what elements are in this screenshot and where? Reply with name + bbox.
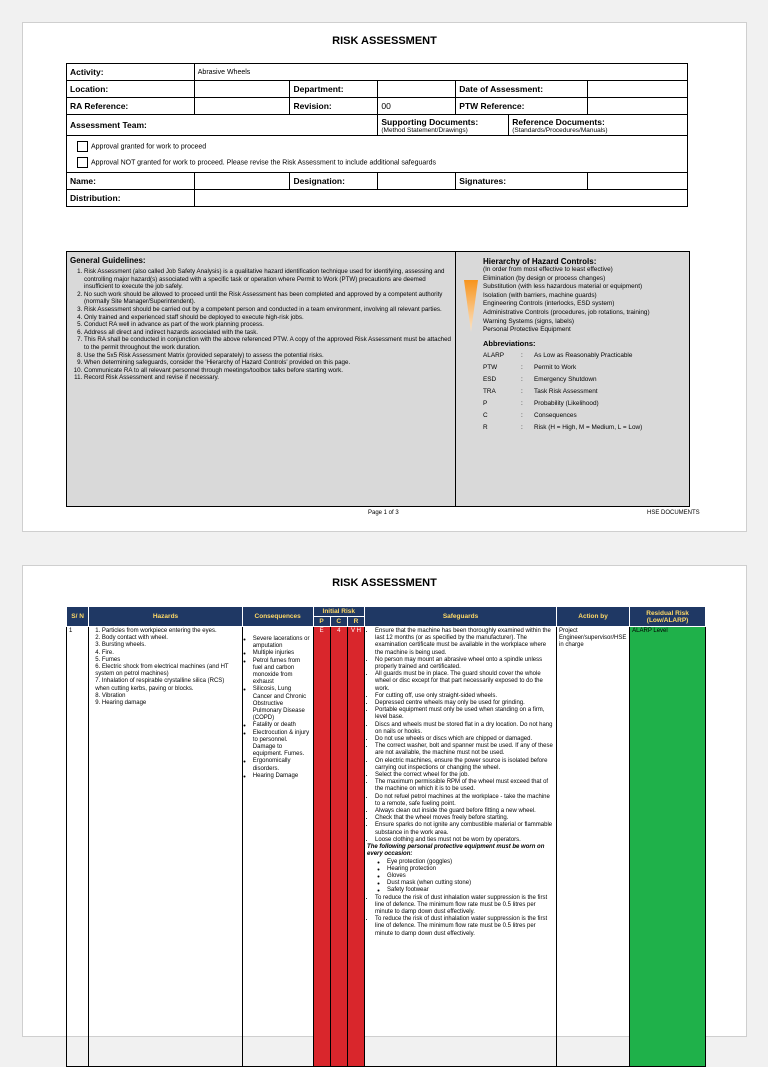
date-label: Date of Assessment: [456, 81, 588, 98]
abbreviation-value: Probability (Likelihood) [534, 399, 599, 407]
safeguard-item: • Check that the wheel moves freely before starting. [375, 815, 554, 822]
ptw-label: PTW Reference: [456, 98, 588, 115]
header-c: C [330, 617, 347, 627]
designation-label: Designation: [290, 173, 378, 190]
hierarchy-item: Engineering Controls (interlocks, ESD system) [483, 300, 615, 308]
hazard-item: 1. Particles from workpiece entering the eyes. [95, 628, 217, 634]
hierarchy-item: Administrative Controls (procedures, job rotations, training) [483, 308, 650, 316]
hierarchy-item: Elimination (by design or process changes) [483, 274, 606, 282]
abbreviation-row [483, 374, 688, 386]
consequence-item: ◦ Multiple injuries [253, 650, 311, 657]
header-r: R [347, 617, 364, 627]
hierarchy-section [460, 252, 688, 506]
guideline-item: 10. Communicate RA to all relevant personnel through meetings/toolbox talks before starting work. [84, 367, 455, 375]
abbreviation-row [483, 362, 688, 374]
ppe-item: ◦ Hearing protection [387, 866, 554, 873]
consequence-item: ◦ Severe lacerations or amputation [253, 636, 311, 650]
consequence-item: ◦ Fatality or death [253, 722, 311, 729]
page-number: Page 1 of 3 [368, 510, 399, 516]
supporting-label: Supporting Documents: [381, 116, 479, 127]
page-2 [22, 565, 747, 1037]
safeguard-item: • Discs and wheels must be stored flat in a dry location. Do not hang on nails or hooks. [375, 722, 554, 736]
abbreviation-colon: : [521, 399, 523, 407]
header-residual: Residual Risk (Low/ALARP) [630, 607, 706, 627]
guideline-item: 7. This RA shall be conducted in conjunction with the above referenced PTW. A copy of the approved Risk Assessment must be attached to the permit throughout the work duration. [84, 336, 455, 351]
distribution-value[interactable] [194, 190, 687, 207]
abbreviation-key: ALARP [483, 351, 504, 359]
hierarchy-list [483, 266, 688, 335]
abbreviation-colon: : [521, 351, 523, 359]
abbreviation-key: P [483, 399, 488, 407]
activity-value[interactable]: Abrasive Wheels [194, 64, 687, 81]
risk-p: E [313, 627, 330, 1067]
guideline-item: 9. When determining safeguards, consider the 'Hierarchy of Hazard Controls' provided on this page. [84, 359, 455, 367]
safeguard-item: • Loose clothing and ties must not be worn by operators. [375, 837, 554, 844]
consequence-item: ◦ Electrocution & injury to personnel. Damage to equipment. Fumes. [253, 730, 311, 759]
abbreviation-row [483, 350, 688, 362]
name-value[interactable] [194, 173, 290, 190]
hierarchy-arrow-icon [464, 280, 478, 332]
ppe-item: ◦ Eye protection (goggles) [387, 859, 554, 866]
risk-table [66, 606, 706, 1067]
row-consequences [242, 627, 313, 1067]
general-guidelines [67, 252, 456, 506]
date-value[interactable] [588, 81, 688, 98]
guideline-item: 6. Address all direct and indirect hazards associated with the task. [84, 329, 455, 337]
guideline-item: 8. Use the 5x5 Risk Assessment Matrix (provided separately) to assess the potential risks. [84, 352, 455, 360]
hazard-item: 3. Bursting wheels. [95, 642, 146, 649]
abbreviation-colon: : [521, 387, 523, 395]
risk-r: V H [347, 627, 364, 1067]
hierarchy-item: (In order from most effective to least effective) [483, 266, 613, 273]
row-action-by: Project Engineer/supervisor/HSE in charge [557, 627, 630, 1067]
header-p: P [313, 617, 330, 627]
guideline-item: 2. No such work should be allowed to proceed until the Risk Assessment has been completed and approved by a competent authority (normally Site Manager/Superintendent). [84, 291, 455, 306]
distribution-label: Distribution: [67, 190, 195, 207]
row-residual: ALARP Level [630, 627, 706, 1067]
department-label: Department: [290, 81, 378, 98]
reference-sub: (Standards/Procedures/Manuals) [512, 126, 608, 134]
row-sn: 1 [67, 627, 89, 1067]
hazard-item: 8. Vibration [95, 692, 126, 699]
page-2-title: RISK ASSESSMENT [332, 577, 437, 589]
hierarchy-item: Isolation (with barriers, machine guards) [483, 291, 597, 299]
abbreviation-value: Emergency Shutdown [534, 375, 597, 383]
header-action-by: Action by [557, 607, 630, 627]
guidelines-panel [66, 251, 690, 507]
row-hazards [89, 627, 243, 1067]
footer-hse: HSE DOCUMENTS [647, 510, 700, 516]
hierarchy-title: Hierarchy of Hazard Controls: [483, 257, 597, 266]
abbreviation-row [483, 386, 688, 398]
safeguard-item: • Portable equipment must only be used when standing on a firm, level base. [375, 707, 554, 721]
hazard-item: 6. Electric shock from electrical machines (and HT system on petrol machines) [95, 664, 229, 678]
hierarchy-item: Warning Systems (signs, labels) [483, 317, 575, 325]
ppe-item: ◦ Gloves [387, 873, 554, 880]
hazard-item: 2. Body contact with wheel. [95, 635, 168, 642]
abbreviation-colon: : [521, 423, 523, 431]
row-safeguards [365, 627, 557, 1067]
department-value[interactable] [378, 81, 456, 98]
hazard-item: 5. Fumes [95, 656, 121, 663]
safeguard-item: • No person may mount an abrasive wheel onto a spindle unless properly trained and certificated. [375, 657, 554, 671]
abbreviation-value: As Low as Reasonably Practicable [534, 351, 633, 359]
approval-cell [67, 136, 688, 173]
hazard-item: 4. Fire. [95, 649, 114, 656]
safeguard-item: • The maximum permissible RPM of the wheel must exceed that of the machine on which it is to be used. [375, 779, 554, 793]
abbreviation-key: ESD [483, 375, 497, 383]
name-label: Name: [67, 173, 195, 190]
signatures-label: Signatures: [456, 173, 588, 190]
table-row [67, 627, 706, 1067]
abbreviation-value: Permit to Work [534, 363, 577, 371]
page-1 [22, 22, 747, 532]
ra-ref-label: RA Reference: [67, 98, 195, 115]
abbreviation-key: TRA [483, 387, 496, 395]
guidelines-list [67, 268, 455, 382]
header-consequences: Consequences [242, 607, 313, 627]
abbreviation-key: R [483, 423, 488, 431]
activity-label: Activity: [67, 64, 195, 81]
abbreviation-colon: : [521, 411, 523, 419]
reference-docs [509, 115, 688, 136]
header-safeguards: Safeguards [365, 607, 557, 627]
ra-header-table [66, 63, 688, 207]
safeguard-item: • To reduce the risk of dust inhalation water suppression is the first line of defence. The minimum flow rate must be 0.5 litres per minute to damp down dust effectively. [375, 895, 554, 917]
supporting-docs [378, 115, 509, 136]
ppe-item: ◦ Safety footwear [387, 887, 554, 894]
approval-not-granted-checkbox[interactable] [77, 157, 88, 168]
risk-c: 4 [330, 627, 347, 1067]
signatures-value[interactable] [588, 173, 688, 190]
safeguard-item: • All guards must be in place. The guard should cover the whole wheel or disc except for that part necessarily exposed to do the work. [375, 671, 554, 693]
guideline-item: 3. Risk Assessment should be carried out by a competent person and conducted in a team environment, involving all relevant parties. [84, 306, 455, 314]
safeguard-item: • Ensure sparks do not ignite any combustible material or flammable substance in the work area. [375, 822, 554, 836]
location-value[interactable] [194, 81, 290, 98]
page-title: RISK ASSESSMENT [332, 35, 437, 47]
hazard-item: 7. Inhalation of respirable crystalline silica (RCS) when cutting kerbs, paving or blocks. [95, 678, 225, 692]
abbreviation-value: Consequences [534, 411, 577, 419]
safeguard-item: • Ensure that the machine has been thoroughly examined within the last 12 months (or as specified by the manufacturer). The examination certificate must be available in the workplace where the machine is being used. [375, 628, 554, 657]
consequence-item: ◦ Silicosis, Lung Cancer and Chronic Obstructive Pulmonary Disease (COPD) [253, 686, 311, 722]
approval-granted-label: Approval granted for work to proceed [91, 142, 207, 150]
guideline-item: 11. Record Risk Assessment and revise if necessary. [84, 374, 455, 382]
location-label: Location: [67, 81, 195, 98]
guideline-item: 1. Risk Assessment (also called Job Safety Analysis) is a qualitative hazard identification technique used for identifying, assessing and controlling major hazard(s) associated with a specific task or operation where Permit to Work (PTW) precautions are deemed insufficient to execute the job safely. [84, 268, 455, 291]
safeguard-item: • For cutting off, use only straight-sided wheels. [375, 693, 554, 700]
revision-value[interactable]: 00 [378, 98, 456, 115]
consequence-item: ◦ Hearing Damage [253, 773, 311, 780]
abbreviation-colon: : [521, 375, 523, 383]
consequence-item: ◦ Petrol fumes from fuel and carbon monoxide from exhaust [253, 658, 311, 687]
safeguard-item: • To reduce the risk of dust inhalation water suppression is the first line of defence. The minimum flow rate must be 0.5 litres per minute to damp down dust effectively. [375, 916, 554, 938]
abbreviation-key: PTW [483, 363, 498, 371]
abbreviation-value: Task Risk Assessment [534, 387, 598, 395]
safeguard-item: • On electric machines, ensure the power source is isolated before carrying out inspections or changing the wheel. [375, 758, 554, 772]
abbreviations-list [483, 350, 688, 434]
designation-value[interactable] [378, 173, 456, 190]
guideline-item: 5. Conduct RA well in advance as part of the work planning process. [84, 321, 455, 329]
team-label: Assessment Team: [67, 115, 378, 136]
header-initial-risk: Initial Risk [313, 607, 365, 617]
safeguard-item: • Select the correct wheel for the job. [375, 772, 554, 779]
abbreviation-value: Risk (H = High, M = Medium, L = Low) [534, 423, 643, 431]
abbreviation-key: C [483, 411, 488, 419]
ra-ref-value[interactable] [194, 98, 290, 115]
reference-label: Reference Documents: [512, 116, 605, 127]
safeguard-item: • Do not use wheels or discs which are chipped or damaged. [375, 736, 554, 743]
ppe-item: ◦ Dust mask (when cutting stone) [387, 880, 554, 887]
approval-granted-checkbox[interactable] [77, 141, 88, 152]
ptw-value[interactable] [588, 98, 688, 115]
safeguard-item: • Do not refuel petrol machines at the workplace - take the machine to a remote, safe fueling point. [375, 794, 554, 808]
hierarchy-item: Substitution (with less hazardous material or equipment) [483, 283, 643, 291]
abbreviations-title: Abbreviations: [483, 338, 536, 348]
guidelines-title: General Guidelines: [70, 256, 146, 265]
abbreviation-row [483, 398, 688, 410]
hierarchy-item: Personal Protective Equipment [483, 326, 571, 334]
safeguard-item: • Always clean out inside the guard before fitting a new wheel. [375, 808, 554, 815]
abbreviation-row [483, 410, 688, 422]
guideline-item: 4. Only trained and experienced staff should be deployed to execute high-risk jobs. [84, 314, 455, 322]
approval-not-granted-label: Approval NOT granted for work to proceed. Please revise the Risk Assessment to include additional safeguards [91, 158, 436, 166]
safeguard-item: • The correct washer, bolt and spanner must be used. If any of these are not available, the machine must not be used. [375, 743, 554, 757]
revision-label: Revision: [290, 98, 378, 115]
safeguard-item: • Depressed centre wheels may only be used for grinding. [375, 700, 554, 707]
header-sn: S/ N [67, 607, 89, 627]
abbreviation-row [483, 422, 688, 434]
abbreviation-colon: : [521, 363, 523, 371]
supporting-sub: (Method Statement/Drawings) [381, 126, 468, 134]
ppe-title: The following personal protective equipment must be worn on every occasion: [367, 844, 545, 858]
header-hazards: Hazards [89, 607, 243, 627]
consequence-item: ◦ Ergonomically disorders. [253, 758, 311, 772]
hazard-item: 9. Hearing damage [95, 700, 147, 707]
